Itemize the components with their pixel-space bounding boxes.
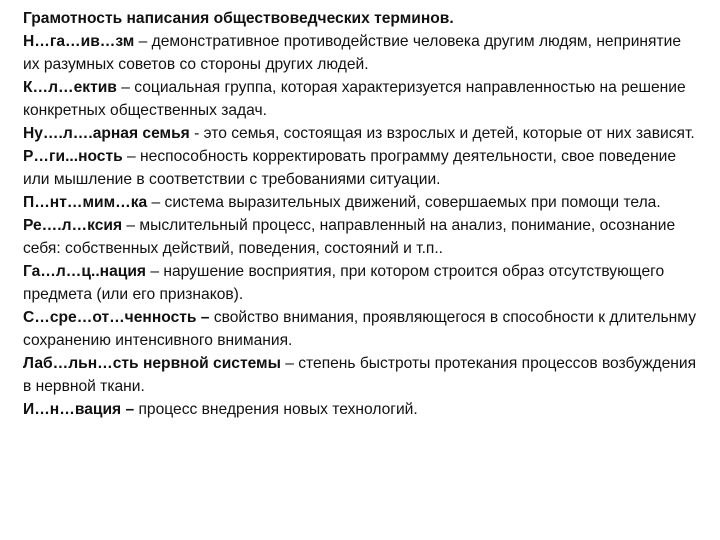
term-name: Га…л…ц..нация: [23, 263, 147, 280]
term-definition: процесс внедрения новых технологий.: [134, 401, 418, 418]
term-entry-reflection: [23, 214, 699, 260]
term-name: Лаб…льн…сть нервной системы: [23, 355, 281, 372]
term-entry-nuclear-family: [23, 122, 699, 145]
term-entry-collective: [23, 76, 699, 122]
term-entry-hallucination: [23, 260, 699, 306]
term-definition: – демонстративное противодействие человека другим людям, непринятие их разумных советов со стороны других людей.: [23, 33, 682, 73]
term-entry-concentration: [23, 306, 699, 352]
term-definition: – мыслительный процесс, направленный на анализ, понимание, осознание себя: собственных действий, поведения, состояний и т.п..: [23, 217, 676, 257]
term-entry-lability: [23, 352, 699, 398]
term-definition: – социальная группа, которая характеризуется направленностью на решение конкретных общественных задач.: [23, 79, 686, 119]
term-definition: – степень быстроты протекания процессов возбуждения в нервной ткани.: [23, 355, 697, 395]
term-entry-innovation: [23, 398, 699, 421]
term-entry-pantomime: [23, 191, 699, 214]
term-definition: – неспособность корректировать программу деятельности, свое поведение или мышление в соответствии с требованиями ситуации.: [23, 148, 677, 188]
term-entry-rigidity: [23, 145, 699, 191]
term-name: Ну….л….арная семья: [23, 125, 190, 142]
term-entry-negativism: [23, 30, 699, 76]
document-body: [23, 7, 699, 421]
term-name: Р…ги...ность: [23, 148, 123, 165]
term-definition: – система выразительных движений, совершаемых при помощи тела.: [147, 194, 661, 211]
term-name: Н…га…ив…зм: [23, 33, 135, 50]
term-definition: – нарушение восприятия, при котором строится образ отсутствующего предмета (или его признаков).: [23, 263, 665, 303]
term-definition: - это семья, состоящая из взрослых и детей, которые от них зависят.: [189, 125, 695, 142]
term-definition: свойство внимания, проявляющегося в способности к длительнму сохранению интенсивного внимания.: [23, 309, 696, 349]
term-name: Ре….л…ксия: [23, 217, 123, 234]
term-name: П…нт…мим…ка: [23, 194, 148, 211]
page-title: Грамотность написания обществоведческих терминов.: [23, 10, 454, 27]
term-name: С…сре…от…ченность –: [23, 309, 210, 326]
term-name: И…н…вация –: [23, 401, 135, 418]
term-name: К…л…ектив: [23, 79, 117, 96]
